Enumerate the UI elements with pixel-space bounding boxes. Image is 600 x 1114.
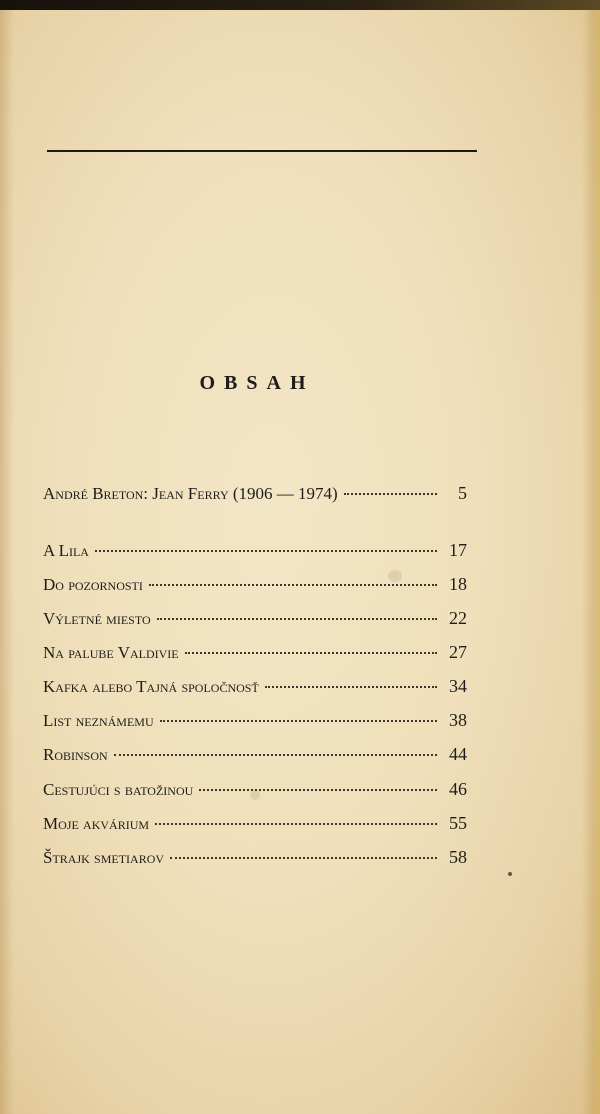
toc-leader-dots [155,823,437,825]
toc-entry [43,608,467,634]
toc-entry-title: Do pozornosti [43,575,143,594]
toc-entry-title: Štrajk smetiarov [43,848,165,867]
toc-entry [43,540,467,566]
toc-leader-dots [114,754,437,756]
toc-leader-dots [199,789,437,791]
toc-entry-page: 55 [449,813,467,833]
toc-entry-page: 5 [458,483,467,503]
toc-leader-dots [157,618,437,620]
toc-entry-page: 58 [449,847,467,867]
paper-speck [508,872,512,876]
toc-entry-title: Na palube Valdivie [43,643,179,662]
toc-leader-dots [170,857,437,859]
toc-entry-page: 44 [449,744,467,764]
toc-entry-page: 34 [449,676,467,696]
toc-entry [43,779,467,805]
toc-entry [43,813,467,839]
toc-entry-page: 38 [449,710,467,730]
toc-entry-page: 46 [449,779,467,799]
book-page [0,10,600,1114]
toc-entry-title: Cestujúci s batožinou [43,780,194,799]
toc-entry [43,676,467,702]
toc-entry [43,744,467,770]
header-rule [47,150,477,152]
toc-entry-title: A Lila [43,541,89,560]
page-top-edge [0,0,600,10]
toc-entry [43,483,467,509]
contents-title: OBSAH [199,372,315,394]
toc-entry [43,574,467,600]
toc-entry-title: Kafka alebo Tajná spoločnosť [43,677,259,696]
toc-entry-title: André Breton: Jean Ferry (1906 — 1974) [43,484,338,503]
toc-entry [43,847,467,873]
page-left-shading [0,10,14,1114]
toc-leader-dots [149,584,437,586]
toc-leader-dots [185,652,437,654]
toc-entry [43,710,467,736]
toc-leader-dots [344,493,437,495]
toc-entry-page: 18 [449,574,467,594]
page-right-edge [582,10,600,1114]
toc-entry-page: 17 [449,540,467,560]
toc-entry-page: 27 [449,642,467,662]
toc-entry [43,642,467,668]
toc-entry-title: List neznámemu [43,711,154,730]
toc-leader-dots [95,550,437,552]
toc-leader-dots [160,720,437,722]
toc-leader-dots [265,686,437,688]
toc-entry-title: Výletné miesto [43,609,151,628]
toc-entry-title: Moje akvárium [43,814,150,833]
toc-entry-page: 22 [449,608,467,628]
toc-entry-title: Robinson [43,745,108,764]
